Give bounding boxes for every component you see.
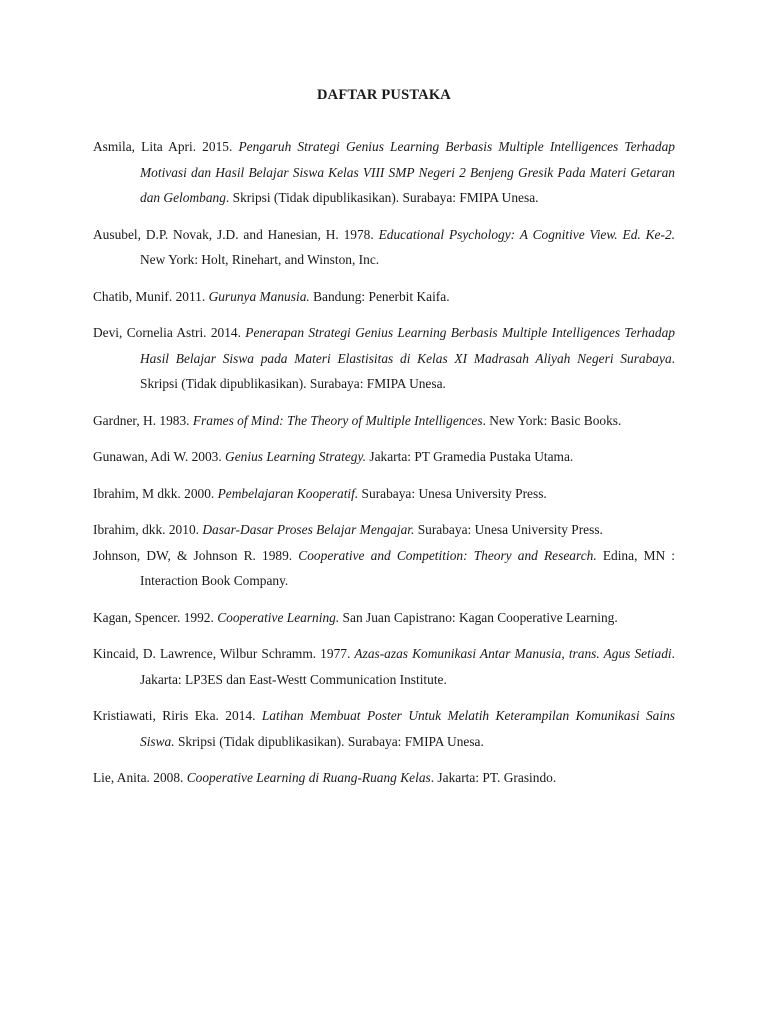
reference-entry	[93, 222, 675, 273]
reference-authors-year: Johnson, DW, & Johnson R. 1989.	[93, 547, 299, 563]
reference-publisher: Bandung: Penerbit Kaifa.	[309, 288, 450, 304]
reference-publisher: . Skripsi (Tidak dipublikasikan). Surabaya: FMIPA Unesa.	[225, 190, 539, 205]
reference-authors-year: Ausubel, D.P. Novak, J.D. and Hanesian, H. 1978.	[93, 226, 379, 242]
reference-entry	[93, 134, 675, 211]
reference-entry	[93, 481, 675, 507]
reference-publisher: New York: Holt, Rinehart, and Winston, Inc.	[140, 252, 380, 267]
reference-title: Pengaruh Strategi Genius Learning Berbasis Multiple Intelligences Terhadap Motivasi dan Hasil Belajar Siswa Kelas VIII SMP Negeri 2 Benjeng Gresik Pada Materi Getaran dan Gelombang	[140, 139, 675, 205]
reference-list	[93, 134, 675, 791]
reference-authors-year: Kincaid, D. Lawrence, Wilbur Schramm. 1977.	[93, 646, 355, 661]
reference-publisher: Skripsi (Tidak dipublikasikan). Surabaya: FMIPA Unesa.	[174, 733, 484, 749]
reference-entry	[93, 703, 675, 754]
reference-title: Educational Psychology: A Cognitive View. Ed. Ke-2.	[378, 226, 676, 242]
reference-authors-year: Ibrahim, M dkk. 2000.	[93, 485, 218, 501]
reference-entry	[93, 320, 675, 397]
reference-title: Azas-azas Komunikasi Antar Manusia, trans. Agus Setiadi	[354, 646, 672, 661]
reference-publisher: Surabaya: Unesa University Press.	[414, 522, 603, 537]
reference-authors-year: Chatib, Munif. 2011.	[93, 288, 209, 304]
reference-authors-year: Gunawan, Adi W. 2003.	[93, 449, 226, 464]
reference-entry	[93, 408, 675, 434]
reference-entry	[93, 543, 675, 594]
reference-entry	[93, 605, 675, 631]
reference-title: Pembelajaran Kooperatif.	[217, 485, 359, 501]
reference-title: Genius Learning Strategy.	[225, 449, 367, 464]
page-title: DAFTAR PUSTAKA	[317, 87, 451, 103]
reference-publisher: . Jakarta: LP3ES dan East-Westt Communication Institute.	[140, 646, 675, 687]
reference-publisher: . Skripsi (Tidak dipublikasikan). Surabaya: FMIPA Unesa.	[140, 350, 675, 391]
reference-title: Cooperative Learning.	[217, 609, 340, 625]
reference-title: Dasar-Dasar Proses Belajar Mengajar.	[202, 522, 415, 537]
reference-authors-year: Devi, Cornelia Astri. 2014.	[93, 325, 246, 340]
reference-authors-year: Gardner, H. 1983.	[93, 412, 193, 428]
reference-publisher: Jakarta: PT Gramedia Pustaka Utama.	[366, 449, 574, 464]
reference-entry	[93, 517, 675, 543]
reference-entry	[93, 641, 675, 692]
reference-authors-year: Ibrahim, dkk. 2010.	[93, 522, 203, 537]
reference-entry	[93, 765, 675, 791]
reference-title: Penerapan Strategi Genius Learning Berbasis Multiple Intelligences Terhadap Hasil Belajar Siswa pada Materi Elastisitas di Kelas XI Madrasah Aliyah Negeri Surabaya	[140, 325, 675, 366]
reference-entry	[93, 444, 675, 470]
reference-authors-year: Kagan, Spencer. 1992.	[93, 609, 218, 625]
reference-publisher: . New York: Basic Books.	[482, 412, 622, 428]
reference-entry	[93, 284, 675, 310]
reference-publisher: Surabaya: Unesa University Press.	[358, 485, 547, 501]
reference-publisher: San Juan Capistrano: Kagan Cooperative Learning.	[339, 609, 618, 625]
reference-authors-year: Kristiawati, Riris Eka. 2014.	[93, 708, 262, 723]
reference-publisher: Edina, MN : Interaction Book Company.	[140, 547, 676, 588]
reference-publisher: . Jakarta: PT. Grasindo.	[430, 770, 557, 785]
reference-title: Frames of Mind: The Theory of Multiple Intelligences	[192, 412, 483, 428]
reference-title: Cooperative and Competition: Theory and Research.	[298, 547, 597, 563]
reference-title: Cooperative Learning di Ruang-Ruang Kelas	[186, 770, 431, 785]
reference-title: Latihan Membuat Poster Untuk Melatih Keterampilan Komunikasi Sains Siswa.	[140, 708, 675, 749]
reference-title: Gurunya Manusia.	[208, 288, 310, 304]
reference-authors-year: Asmila, Lita Apri. 2015.	[93, 139, 239, 154]
reference-authors-year: Lie, Anita. 2008.	[93, 770, 187, 785]
